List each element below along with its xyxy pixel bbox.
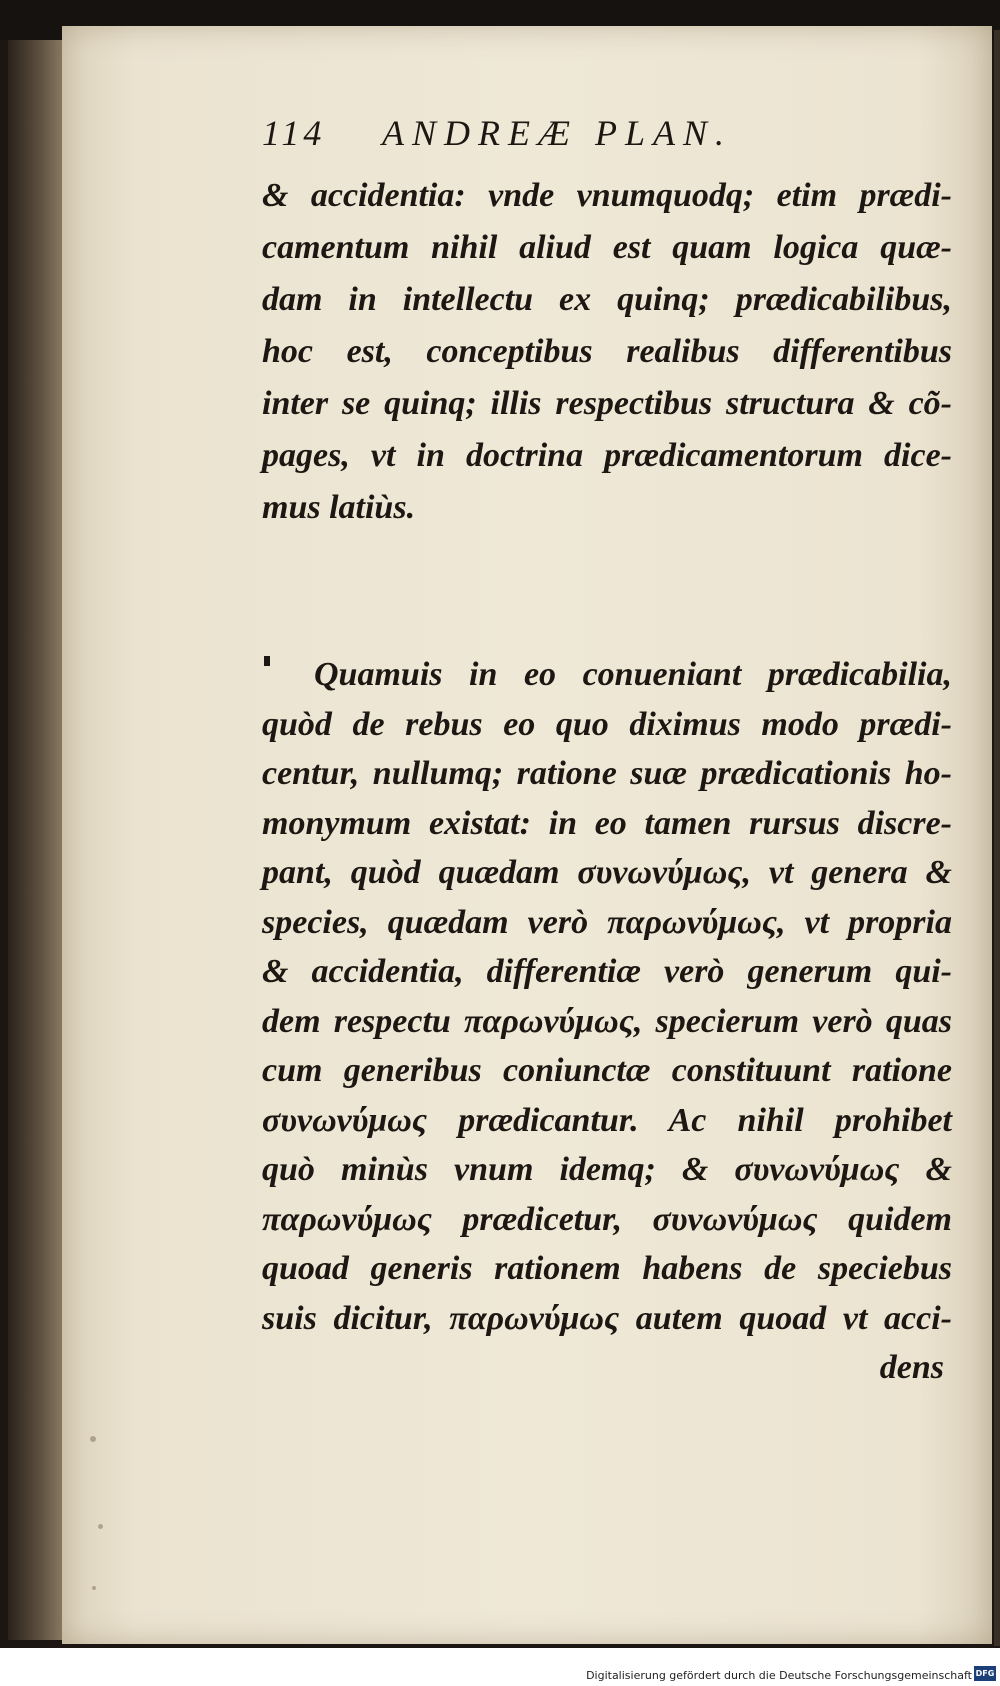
text-line: & accidentia, differentiæ verò generum qui- <box>262 953 952 990</box>
paragraph-2 <box>262 650 952 1393</box>
text-line: quò minùs vnum idemq; & συνωνύμως & <box>262 1151 952 1188</box>
text-line: quòd de rebus eo quo diximus modo prædi- <box>262 705 952 743</box>
foxing-spot <box>92 1586 96 1590</box>
text-line: συνωνύμως prædicantur. Ac nihil prohibet <box>262 1101 952 1139</box>
text-line: species, quædam verò παρωνύμως, vt propria <box>262 903 952 941</box>
text-line: camentum nihil aliud est quam logica quæ- <box>262 229 952 266</box>
book-spine-edge <box>8 40 64 1640</box>
text-line: παρωνύμως prædicetur, συνωνύμως quidem <box>262 1200 952 1238</box>
text-line: pant, quòd quædam συνωνύμως, vt genera & <box>262 854 952 891</box>
text-line: monymum existat: in eo tamen rursus discre- <box>262 804 952 842</box>
text-line: dam in intellectu ex quinq; prædicabilibus, <box>262 281 952 318</box>
text-line: mus latiùs. <box>262 489 416 526</box>
text-line: dem respectu παρωνύμως, specierum verò quas <box>262 1002 952 1040</box>
page-header <box>262 112 952 154</box>
text-line: quoad generis rationem habens de speciebus <box>262 1250 952 1287</box>
text-line: inter se quinq; illis respectibus structura & cõ- <box>262 385 952 422</box>
foxing-spot <box>98 1524 103 1529</box>
text-line: centur, nullumq; ratione suæ prædicationis ho- <box>262 755 952 792</box>
page-number: 114 <box>262 113 326 153</box>
text-line: hoc est, conceptibus realibus differentibus <box>262 333 952 370</box>
text-line: suis dicitur, παρωνύμως autem quoad vt acci- <box>262 1299 952 1337</box>
text-line: pages, vt in doctrina prædicamentorum dice- <box>262 437 952 474</box>
digitization-credit: Digitalisierung gefördert durch die Deutsche Forschungsgemeinschaft <box>586 1669 972 1682</box>
running-head: ANDREÆ PLAN. <box>382 113 733 153</box>
foxing-spot <box>90 1436 96 1442</box>
dfg-logo: DFG <box>974 1666 996 1681</box>
text-line: Quamuis in eo conueniant prædicabilia, <box>314 656 952 693</box>
catchword: dens <box>879 1349 944 1386</box>
text-line: & accidentia: vnde vnumquodq; etim prædi- <box>262 177 952 214</box>
page-right-edge <box>994 30 1000 1646</box>
paragraph-1 <box>262 170 952 534</box>
text-line: cum generibus coniunctæ constituunt ratione <box>262 1052 952 1089</box>
